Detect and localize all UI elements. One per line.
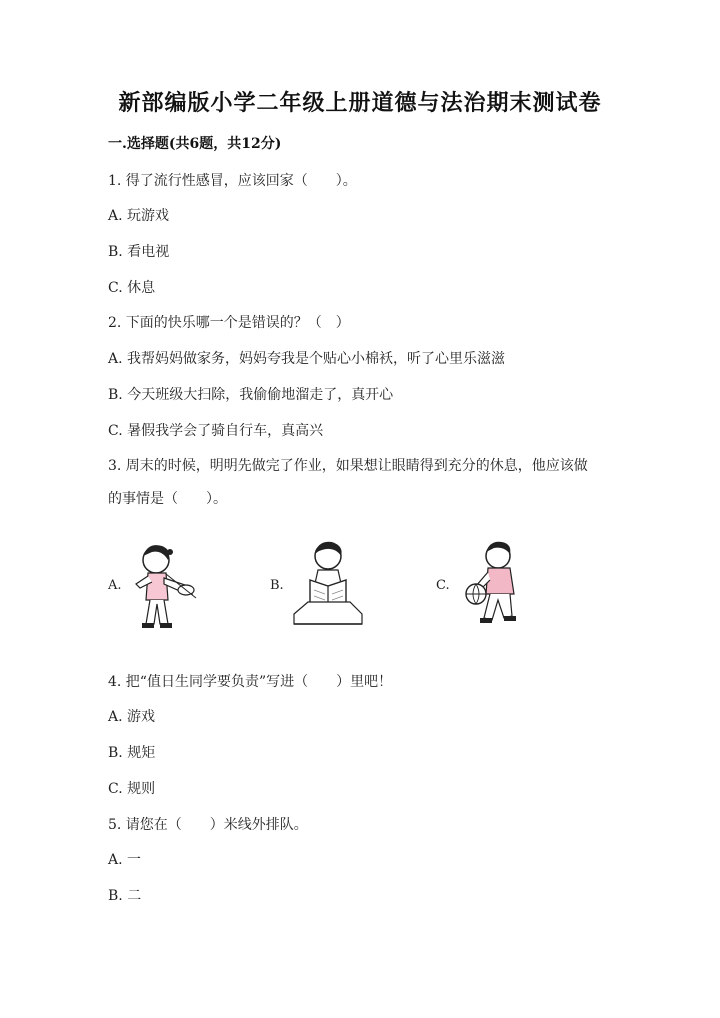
question-1-option-b: B. 看电视 [108,244,170,260]
question-4-option-c: C. 规则 [108,781,156,797]
question-5-stem: 5. 请您在（ ）米线外排队。 [108,817,308,833]
question-4-option-b: B. 规矩 [108,745,156,761]
question-5-option-a: A. 一 [108,852,142,868]
image-option-b [270,538,380,638]
image-option-b-label: B. [270,578,284,593]
question-3-stem-line-1: 3. 周末的时候，明明先做完了作业，如果想让眼睛得到充分的休息，他应该做 [108,458,588,474]
child-playing-basketball-icon [454,538,534,638]
child-reading-book-icon [288,538,368,638]
question-4-stem: 4. 把“值日生同学要负责”写进（ ）里吧！ [108,674,393,690]
question-1-stem: 1. 得了流行性感冒，应该回家（ ）。 [108,173,357,189]
image-option-a [108,538,218,638]
section-heading: 一.选择题(共6题，共12分) [108,136,282,152]
question-2-option-c: C. 暑假我学会了骑自行车，真高兴 [108,423,324,439]
question-3-image-options [108,538,528,638]
child-playing-violin-icon [126,538,206,638]
question-3-stem-line-2: 的事情是（ ）。 [108,491,227,507]
question-5-option-b: B. 二 [108,888,142,904]
question-1-option-c: C. 休息 [108,280,156,296]
page-title: 新部编版小学二年级上册道德与法治期末测试卷 [118,90,602,116]
image-option-a-label: A. [108,578,122,593]
question-1-option-a: A. 玩游戏 [108,208,170,224]
image-option-c-label: C. [436,578,450,593]
question-2-option-b: B. 今天班级大扫除，我偷偷地溜走了，真开心 [108,387,394,403]
question-2-option-a: A. 我帮妈妈做家务，妈妈夸我是个贴心小棉袄，听了心里乐滋滋 [108,351,506,367]
question-4-option-a: A. 游戏 [108,709,156,725]
image-option-c [436,538,546,638]
question-2-stem: 2. 下面的快乐哪一个是错误的？（ ） [108,315,350,331]
